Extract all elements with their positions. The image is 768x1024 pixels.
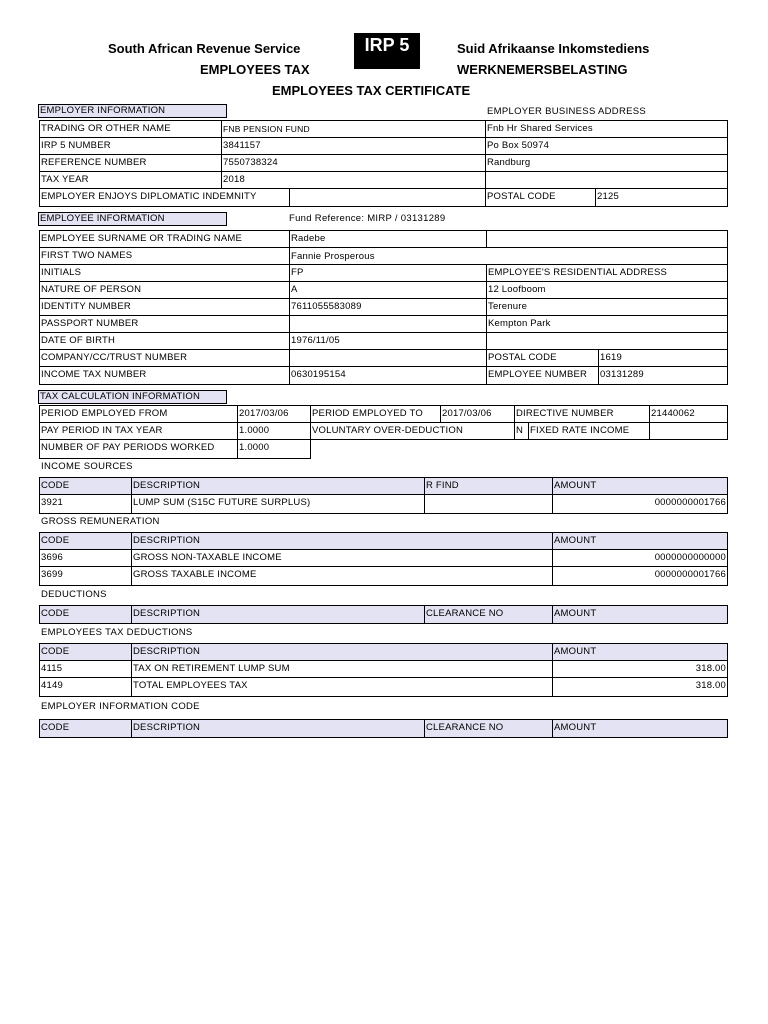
employer-address-line-4	[485, 171, 728, 189]
initials-value: FP	[289, 264, 487, 282]
gross-col-description: DESCRIPTION	[131, 532, 553, 550]
employer-address-label: EMPLOYER BUSINESS ADDRESS	[487, 106, 647, 117]
initials-label: INITIALS	[39, 264, 290, 282]
gross-row-2-code: 3699	[39, 566, 132, 586]
voluntary-deduction-label: VOLUNTARY OVER-DEDUCTION	[310, 422, 515, 440]
first-names-label: FIRST TWO NAMES	[39, 247, 290, 265]
employer-section-header: EMPLOYER INFORMATION	[38, 104, 227, 118]
certificate-title: EMPLOYEES TAX CERTIFICATE	[272, 83, 471, 98]
deductions-col-description: DESCRIPTION	[131, 605, 425, 624]
tax-year-value: 2018	[221, 171, 486, 189]
tax-year-label: TAX YEAR	[39, 171, 222, 189]
reference-number-value: 7550738324	[221, 154, 486, 172]
directive-number-value: 21440062	[649, 405, 728, 423]
income-col-rfind: R FIND	[424, 477, 553, 495]
identity-number-value: 7611055583089	[289, 298, 487, 316]
date-of-birth-value: 1976/11/05	[289, 332, 487, 350]
pay-period-value: 1.0000	[237, 422, 311, 440]
income-col-amount: AMOUNT	[552, 477, 728, 495]
passport-number-value	[289, 315, 487, 333]
gross-row-1-code: 3696	[39, 549, 132, 567]
income-row-amount: 0000000001766	[552, 494, 728, 514]
income-tax-number-label: INCOME TAX NUMBER	[39, 366, 290, 385]
reference-number-label: REFERENCE NUMBER	[39, 154, 222, 172]
period-from-value: 2017/03/06	[237, 405, 311, 423]
irp5-badge: IRP 5	[354, 33, 420, 69]
employees-tax-en: EMPLOYEES TAX	[200, 62, 310, 77]
emptax-row-1-code: 4115	[39, 660, 132, 678]
gross-remuneration-title: GROSS REMUNERATION	[41, 516, 160, 527]
residential-address-line-2: Terenure	[486, 298, 728, 316]
employee-postal-code-value: 1619	[598, 349, 728, 367]
company-number-value	[289, 349, 487, 367]
emptax-row-2-code: 4149	[39, 677, 132, 697]
gross-col-code: CODE	[39, 532, 132, 550]
irp5-number-label: IRP 5 NUMBER	[39, 137, 222, 155]
emptax-row-2-amount: 318.00	[552, 677, 728, 697]
period-from-label: PERIOD EMPLOYED FROM	[39, 405, 238, 423]
employee-section-header: EMPLOYEE INFORMATION	[38, 212, 227, 226]
first-names-value: Fannie Prosperous	[289, 247, 728, 265]
emptax-row-2-description: TOTAL EMPLOYEES TAX	[131, 677, 553, 697]
income-row-description: LUMP SUM (S15C FUTURE SURPLUS)	[131, 494, 425, 514]
period-to-label: PERIOD EMPLOYED TO	[310, 405, 441, 423]
employer-postal-code-label: POSTAL CODE	[485, 188, 596, 207]
gross-row-2-description: GROSS TAXABLE INCOME	[131, 566, 553, 586]
passport-number-label: PASSPORT NUMBER	[39, 315, 290, 333]
employer-info-code-title: EMPLOYER INFORMATION CODE	[41, 701, 200, 712]
sars-name-en: South African Revenue Service	[108, 41, 301, 56]
period-to-value: 2017/03/06	[440, 405, 515, 423]
emptax-row-1-amount: 318.00	[552, 660, 728, 678]
income-col-code: CODE	[39, 477, 132, 495]
sars-name-af: Suid Afrikaanse Inkomstediens	[457, 41, 650, 56]
diplomatic-indemnity-value	[289, 188, 486, 207]
income-tax-number-value: 0630195154	[289, 366, 487, 385]
diplomatic-indemnity-label: EMPLOYER ENJOYS DIPLOMATIC INDEMNITY	[39, 188, 290, 207]
deductions-col-clearance: CLEARANCE NO	[424, 605, 553, 624]
eic-col-amount: AMOUNT	[552, 719, 728, 738]
eic-col-description: DESCRIPTION	[131, 719, 425, 738]
employer-address-line-1: Fnb Hr Shared Services	[485, 120, 728, 138]
deductions-col-amount: AMOUNT	[552, 605, 728, 624]
employer-address-line-3: Randburg	[485, 154, 728, 172]
nature-of-person-value: A	[289, 281, 487, 299]
income-row-code: 3921	[39, 494, 132, 514]
income-row-rfind	[424, 494, 553, 514]
surname-label: EMPLOYEE SURNAME OR TRADING NAME	[39, 230, 290, 248]
periods-worked-value: 1.0000	[237, 439, 311, 459]
identity-number-label: IDENTITY NUMBER	[39, 298, 290, 316]
voluntary-deduction-value: N	[514, 422, 529, 440]
income-col-description: DESCRIPTION	[131, 477, 425, 495]
nature-of-person-label: NATURE OF PERSON	[39, 281, 290, 299]
gross-row-1-description: GROSS NON-TAXABLE INCOME	[131, 549, 553, 567]
gross-row-2-amount: 0000000001766	[552, 566, 728, 586]
company-number-label: COMPANY/CC/TRUST NUMBER	[39, 349, 290, 367]
periods-worked-label: NUMBER OF PAY PERIODS WORKED	[39, 439, 238, 459]
employer-postal-code-value: 2125	[595, 188, 728, 207]
eic-col-code: CODE	[39, 719, 132, 738]
employee-number-label: EMPLOYEE NUMBER	[486, 366, 599, 385]
income-sources-title: INCOME SOURCES	[41, 461, 133, 472]
surname-value: Radebe	[289, 230, 487, 248]
residential-address-label: EMPLOYEE'S RESIDENTIAL ADDRESS	[486, 264, 728, 282]
employee-postal-code-label: POSTAL CODE	[486, 349, 599, 367]
pay-period-label: PAY PERIOD IN TAX YEAR	[39, 422, 238, 440]
gross-col-amount: AMOUNT	[552, 532, 728, 550]
emptax-col-code: CODE	[39, 643, 132, 661]
tax-calc-section-header: TAX CALCULATION INFORMATION	[38, 390, 227, 404]
emptax-col-description: DESCRIPTION	[131, 643, 553, 661]
residential-address-line-4	[486, 332, 728, 350]
residential-address-line-3: Kempton Park	[486, 315, 728, 333]
deductions-title: DEDUCTIONS	[41, 589, 107, 600]
employees-tax-af: WERKNEMERSBELASTING	[457, 62, 628, 77]
residential-address-line-1: 12 Loofboom	[486, 281, 728, 299]
eic-col-clearance: CLEARANCE NO	[424, 719, 553, 738]
emptax-row-1-description: TAX ON RETIREMENT LUMP SUM	[131, 660, 553, 678]
trading-name-label: TRADING OR OTHER NAME	[39, 120, 222, 138]
date-of-birth-label: DATE OF BIRTH	[39, 332, 290, 350]
employer-address-line-2: Po Box 50974	[485, 137, 728, 155]
irp5-number-value: 3841157	[221, 137, 486, 155]
emptax-col-amount: AMOUNT	[552, 643, 728, 661]
fixed-rate-income-value	[649, 422, 728, 440]
employee-number-value: 03131289	[598, 366, 728, 385]
employees-tax-deductions-title: EMPLOYEES TAX DEDUCTIONS	[41, 627, 193, 638]
fixed-rate-income-label: FIXED RATE INCOME	[528, 422, 650, 440]
employee-blank-cell	[486, 230, 728, 248]
fund-reference: Fund Reference: MIRP / 03131289	[289, 213, 446, 224]
trading-name-value: FNB PENSION FUND	[221, 120, 486, 138]
directive-number-label: DIRECTIVE NUMBER	[514, 405, 650, 423]
gross-row-1-amount: 0000000000000	[552, 549, 728, 567]
deductions-col-code: CODE	[39, 605, 132, 624]
